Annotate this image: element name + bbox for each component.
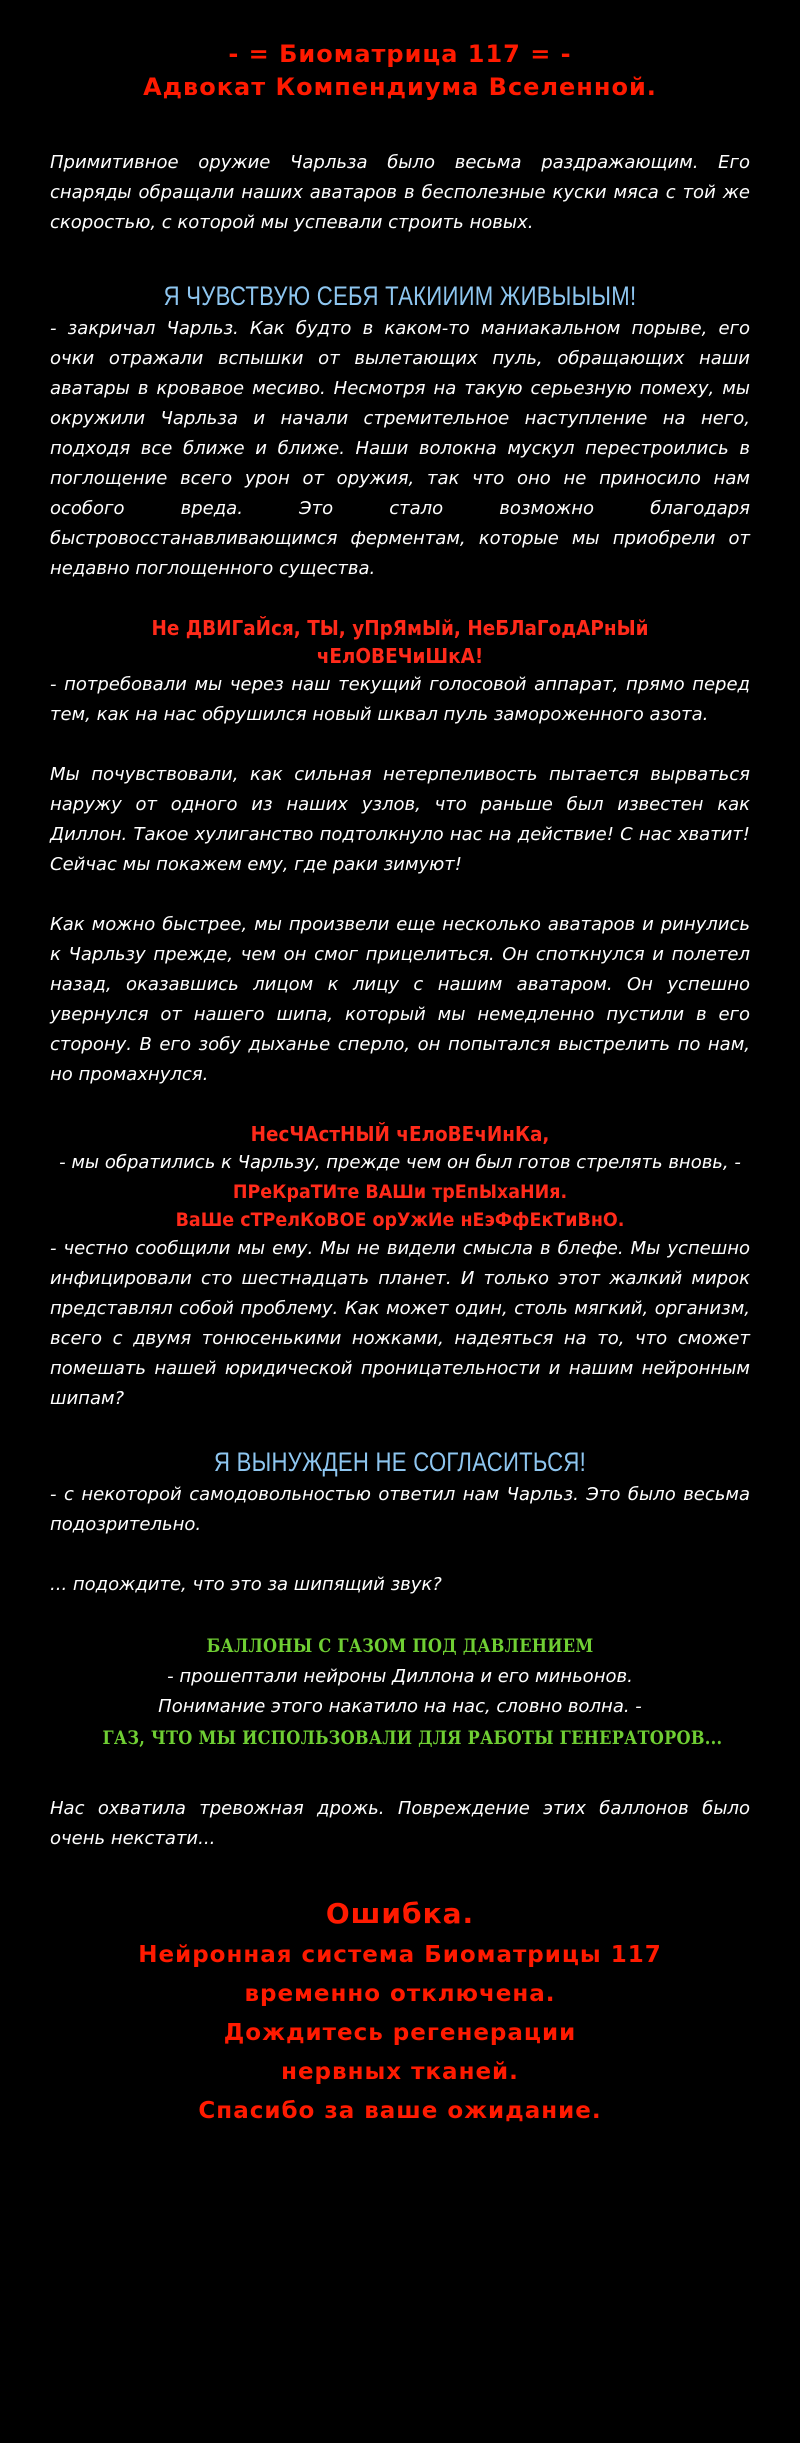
error-line-disabled: временно отключена. <box>244 1981 556 2007</box>
paragraph-dillon-impatience: Мы почувствовали, как сильная нетерпеливость пытается вырваться наружу от одного из наших узлов, что раньше был известен как Диллон. Такое хулиганство подтолкнуло нас на действие! С нас хватит! Сейчас мы покажем ему, где раки зимуют! <box>50 764 750 875</box>
paragraph-whisper-line2 <box>50 1692 750 1722</box>
biomatrix-shout-stop-line2: чЕлОВЕЧиШкА! <box>316 644 484 668</box>
header <box>50 38 750 104</box>
error-title: Ошибка. <box>325 1897 475 1930</box>
biomatrix-shout-unfortunate: НесЧАстНЫЙ чЕлоВЕчИнКа, <box>250 1122 550 1146</box>
paragraph-address-charles: - мы обратились к Чарльзу, прежде чем он был готов стрелять вновь, - <box>59 1152 741 1173</box>
neuron-whisper-generators: ГАЗ, ЧТО МЫ ИСПОЛЬЗОВАЛИ ДЛЯ РАБОТЫ ГЕНЕРАТОРОВ... <box>102 1727 723 1749</box>
paragraph-smug-reply: - с некоторой самодовольностью ответил нам Чарльз. Это было весьма подозрительно. <box>50 1484 750 1535</box>
paragraph-whisper-line1: - прошептали нейроны Диллона и его миньонов. <box>167 1666 633 1687</box>
error-notice <box>50 1892 750 2131</box>
paragraph-tremor: Нас охватила тревожная дрожь. Повреждение этих баллонов было очень некстати... <box>50 1798 750 1849</box>
paragraph-planets: - честно сообщили мы ему. Мы не видели смысла в блефе. Мы успешно инфицировали сто шестнадцать планет. И только этот жалкий мирок представлял собой проблему. Как может один, столь мягкий, организм, всего с двумя тонюсенькими ножками, надеяться на то, что сможет помешать нашей юридической проницательности и нашим нейронным шипам? <box>50 1238 750 1409</box>
error-line-thanks: Спасибо за ваше ожидание. <box>198 2098 602 2124</box>
biomatrix-shout-cease-line2: ВаШе сТРелКоВОЕ орУжИе нЕэФфЕкТиВнО. <box>175 1209 625 1231</box>
error-line-tissue: нервных тканей. <box>281 2059 519 2085</box>
error-line-system: Нейронная система Биоматрицы 117 <box>138 1942 662 1968</box>
header-subtitle: Адвокат Компендиума Вселенной. <box>143 73 657 101</box>
charles-shout-alive: Я ЧУВСТВУЮ СЕБЯ ТАКИИИМ ЖИВЫЫЫМ! <box>163 281 637 311</box>
paragraph-charles-fires: - закричал Чарльз. Как будто в каком-то маниакальном порыве, его очки отражали вспышки от вылетающих пуль, обращающих наши аватары в кровавое месиво. Несмотря на такую серьезную помеху, мы окружили Чарльза и начали стремительное наступление на него, подходя все ближе и ближе. Наши волокна мускул перестроились в поглощение всего урон от оружия, так что оно не приносило нам особого вреда. Это стало возможно благодаря быстровосстанавливающимся ферментам, которые мы приобрели от недавно поглощенного существа. <box>50 318 750 579</box>
charles-shout-disagree: Я ВЫНУЖДЕН НЕ СОГЛАСИТЬСЯ! <box>213 1447 587 1477</box>
whisper-line2-text: Понимание этого накатило на нас, словно волна. - <box>158 1696 642 1717</box>
paragraph-charge: Как можно быстрее, мы произвели еще несколько аватаров и ринулись к Чарльзу прежде, чем он смог прицелиться. Он споткнулся и полетел назад, оказавшись лицом к лицу с нашим аватаром. Он успешно увернулся от нашего шипа, который мы немедленно пустили в его сторону. В его зобу дыханье сперло, он попытался выстрелить по нам, но промахнулся. <box>50 914 750 1085</box>
biomatrix-shout-stop-line1: Не ДВИГаЙся, ТЫ, уПрЯмЫй, НеБЛаГодАРнЫй <box>151 616 649 640</box>
paragraph-intro: Примитивное оружие Чарльза было весьма раздражающим. Его снаряды обращали наших аватаров в бесполезные куски мяса с той же скоростью, с которой мы успевали строить новых. <box>50 152 750 233</box>
header-title: - = Биоматрица 117 = - <box>228 40 572 68</box>
paragraph-nitrogen-bullets: - потребовали мы через наш текущий голосовой аппарат, прямо перед тем, как на нас обрушился новый шквал пуль замороженного азота. <box>50 674 750 725</box>
biomatrix-shout-cease-line1: ПРеКраТИте ВАШи трЕпЫхаНИя. <box>232 1181 568 1203</box>
error-line-wait: Дождитесь регенерации <box>223 2020 577 2046</box>
neuron-whisper-gas: БАЛЛОНЫ С ГАЗОМ ПОД ДАВЛЕНИЕМ <box>206 1635 594 1657</box>
paragraph-hissing: ... подождите, что это за шипящий звук? <box>50 1574 442 1595</box>
